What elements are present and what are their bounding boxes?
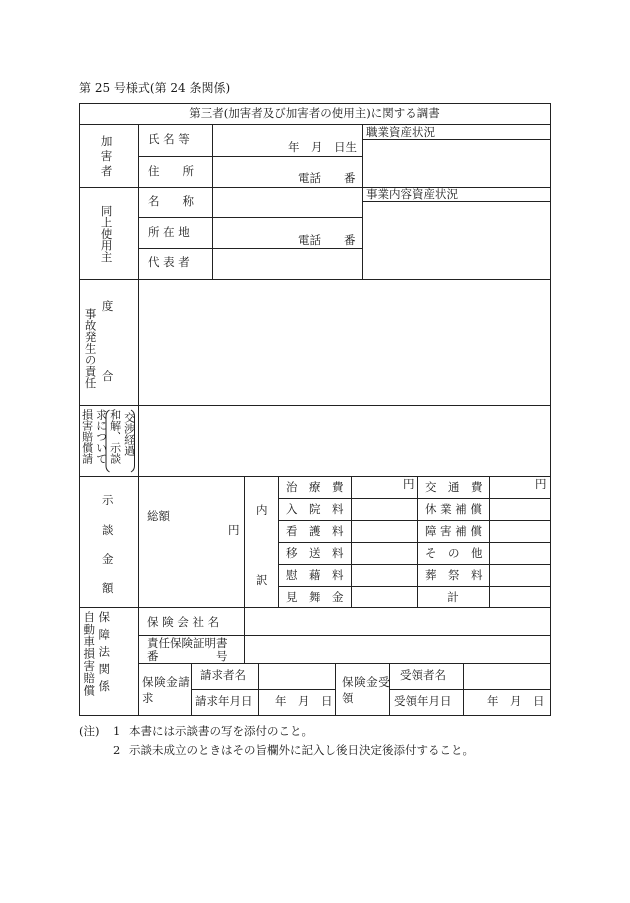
left-yen-unit: 円 (403, 477, 415, 491)
insurance-group-label-col1: 自動車損害賠償 (82, 611, 97, 697)
receipt-date-value: 年 月 日 (487, 694, 545, 708)
accident-degree-label-top: 度 (100, 300, 115, 312)
notes-prefix: (注) (79, 724, 100, 738)
claim-date-value: 年 月 日 (275, 694, 333, 708)
employer-name-label: 名 称 (148, 194, 194, 208)
settlement-label-char-4: 額 (102, 581, 114, 595)
claim-label-col1: 損害賠償請 (80, 409, 94, 464)
breakdown-label-top: 内 (256, 503, 268, 517)
employer-group-label: 同上使用主 (99, 205, 114, 263)
perpetrator-birth-field: 年 月 日生 (288, 140, 357, 154)
note-1-number: 1 (113, 724, 121, 738)
medical-fee-label: 治 療 費 (286, 480, 344, 494)
claim-date-label: 請求年月日 (195, 694, 253, 708)
form-heading: 第 25 号様式(第 24 条関係) (79, 81, 231, 95)
claim-group-label: 保険金請 求 (142, 675, 203, 705)
claim-label-col3: 和解、示談 (108, 409, 122, 464)
consolation-fee-label: 慰 藉 料 (286, 568, 344, 582)
certificate-label-line2: 番 号 (147, 649, 228, 663)
note-2-text: 示談未成立のときはその旨欄外に記入し後日決定後添付すること。 (129, 743, 474, 757)
insurance-company-label: 保 険 会 社 名 (147, 615, 220, 629)
note-1-text: 本書には示談書の写を添付のこと。 (129, 724, 313, 738)
form-title: 第三者(加害者及び加害者の使用主)に関する調書 (189, 106, 440, 120)
settlement-total-yen: 円 (228, 523, 240, 537)
note-2-number: 2 (113, 743, 121, 757)
certificate-label-line1: 責任保険証明書 (147, 636, 228, 650)
disability-compensation-label: 障 害 補 償 (425, 524, 482, 538)
perpetrator-address-label: 住 所 (148, 164, 194, 178)
accident-responsibility-label: 事故発生の責任 (83, 308, 98, 389)
perpetrator-name-label: 氏 名 等 (148, 132, 190, 146)
insurance-group-label-col2: 保障法関係 (97, 611, 112, 698)
total-label: 計 (447, 590, 459, 604)
perpetrator-assets-label: 職業資産状況 (366, 125, 435, 139)
receipt-date-label: 受領年月日 (394, 694, 452, 708)
perpetrator-phone-field: 電話 番 (298, 171, 356, 185)
settlement-label-char-2: 談 (102, 523, 114, 537)
hospitalization-fee-label: 入 院 料 (286, 502, 344, 516)
employer-phone-field: 電話 番 (298, 233, 356, 247)
other-label: そ の 他 (425, 546, 483, 560)
employer-location-label: 所 在 地 (148, 225, 190, 239)
settlement-label-char-1: 示 (102, 493, 114, 507)
employer-rep-label: 代 表 者 (148, 255, 190, 269)
settlement-total-label: 総額 (147, 509, 170, 523)
transport-fee-label: 交 通 費 (425, 480, 483, 494)
claim-label-col2: 求について (94, 409, 108, 464)
funeral-fee-label: 葬 祭 料 (425, 568, 483, 582)
settlement-label-char-3: 金 (102, 552, 114, 566)
perpetrator-group-label: 加害者 (99, 135, 114, 180)
breakdown-label-bottom: 訳 (256, 573, 268, 587)
absence-compensation-label: 休 業 補 償 (425, 502, 482, 516)
employer-assets-label: 事業内容資産状況 (366, 187, 458, 201)
receipt-group-label: 保険金受 領 (342, 675, 403, 705)
transfer-fee-label: 移 送 料 (286, 546, 344, 560)
claim-label-col4: 交渉経過 (122, 412, 136, 456)
right-yen-unit: 円 (535, 477, 547, 491)
recipient-label: 受領者名 (400, 668, 446, 682)
sympathy-money-label: 見 舞 金 (286, 590, 344, 604)
nursing-fee-label: 看 護 料 (286, 524, 344, 538)
accident-degree-label-bottom: 合 (100, 370, 115, 382)
claimant-label: 請求者名 (200, 668, 246, 682)
